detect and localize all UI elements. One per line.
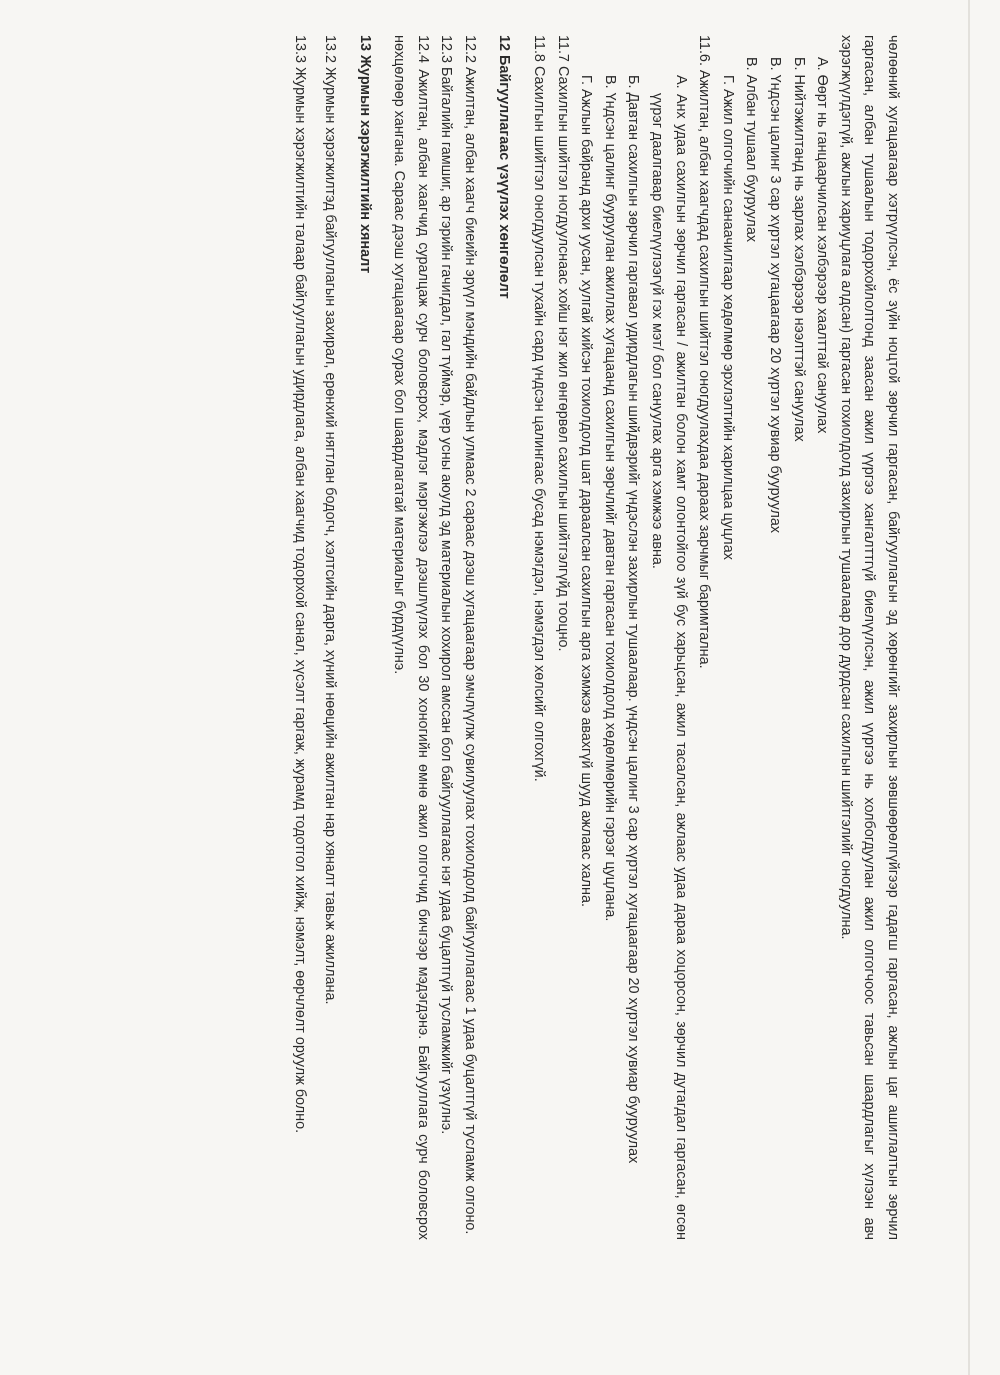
section-11-6: 11.6. Ажилтан, албан хаагчдад сахилгын шийтгэл оногдуулахдаа дараах зарчмыг баримтална. — [696, 35, 713, 669]
principle-item-g: Г. Ажлын байранд архи уусан, хулгай хийсэн тохиолдолд шат дараалсан сахилгын арга хэмжээ авахгүй шууд ажлаас хална. — [578, 75, 595, 907]
penalty-item-b: Б. Нийтэжилтанд нь зарлах хэлбэрээр нээлттэй сануулах — [790, 57, 807, 442]
penalty-item-g: Г. Ажил олгогчийн санаачилгаар хөдөлмөр эрхлэлтийн харилцаа цуцлах — [719, 75, 736, 560]
principle-item-v: В. Үндсэн цалинг бууруулан ажиллах хугацаанд сахилгын зөрчлийг давтан гаргасан тохиолдолд хөдөлмөрийн гэрээг цуцлана. — [601, 75, 618, 922]
section-12-3: 12.3 Байгалийн гамшиг, ар гэрийн гачигдал, гал түймэр, үер усны аюулд эд материалын хохирол амссан бол байгууллагаас нэг удаа буцалтгүй тусламжийг үзүүлнэ. — [438, 35, 455, 1135]
document-body — [288, 35, 904, 1240]
penalty-item-v: В. Үндсэн цалинг 3 сар хүртэл хугацаагаар 20 хүртэл хувиар бууруулах — [767, 57, 784, 534]
intro-paragraph: чөлөөний хугацаагаар хэтрүүлсэн, ёс зүйн ноцтой зөрчил гаргасан, байгууллагын эд хөрөнгийг захирлын зөвшөөрөлгүйгээр гадагш гаргасан, ажлын цаг ашиглалтын зөрчил гаргасан, албан тушаалын тодорхойлолтонд заасан ажил үүргээ хангалттгүй биелүүлсэн, ажил үүргээ нь холбогдуулан ажил олгогчоос тавьсан шаардлагыг хүлээн авч хэрэгжүүлдэггүй, ажлын хариуцлага алдсан) гаргасан тохиолдолд захирлын тушаалаар дор дурдсан сахилгын шийтгэлийг оногдуулна. — [837, 35, 901, 1240]
penalty-item-a: А. Өөрт нь ганцаарчилсан хэлбэрээр хаалттай сануулах — [814, 57, 831, 434]
principle-list — [574, 35, 692, 1240]
section-13-heading: 13 Журмын хэрэгжилтийн хяналт — [356, 35, 373, 274]
section-12-4: 12.4 Ажилтан, албан хаагчид суралцаж сурч боловсрох, мэдлэг мэргэжлээ дээшлүүлэх бол 30 хоногийн өмнө ажил олгогчид бичгээр мэдэгдэнэ. Байгууллага сурч боловсрох нөхцөлөөр хангана. Сараас дээш хугацаагаар сурах бол шаардлагатай материалыг бүрдүүлнэ. — [391, 35, 431, 1240]
penalty-list — [715, 35, 833, 1240]
section-11-7: 11.7 Сахилгын шийтгэл ногдуулснаас хойш нэг жил өнгөрвөл сахилгын шийтгэлгүйд тооцно. — [554, 35, 571, 652]
section-13-3: 13.3 Журмын хэрэгжилтийн талаар байгууллагын удирдлага, албан хаагчид тодорхой санал, хүсэлт гаргаж, журамд тодотгол хийж, нэмэлт, өөрчлөлт оруулж болно. — [292, 35, 309, 1134]
section-13-2: 13.2 Журмын хэрэгжилтэд байгууллагын захирал, ерөнхий нягтлан бодогч, хэлтсийн дарга, хүний нөөцийн ажилтан нар хяналт тавьж ажиллана. — [321, 35, 338, 1005]
principle-item-a: А. Анх удаа сахилгын зөрчил гаргасан / ажилтан болон хамт олонтойгоо зүй бус харьцсан, ажил тасалсан, ажлаас удаа дараа хоцорсон, зөрчил дутагдал гаргасан, өгсөн үүрэг даалгавар биелүүлээгүй гэх мэт/ бол сануулах арга хэмжээ авна. — [649, 75, 689, 1240]
penalty-item-v2: В. Албан тушаал бууруулах — [743, 57, 760, 243]
section-12-heading: 12 Байгууллагаас үзүүлэх хөнгөлөлт — [496, 35, 513, 299]
section-12-2: 12.2 Ажилтан, албан хаагч биеийн эрүүл мэндийн байдлын улмаас 2 сараас дээш хугацаагаар эмчлүүлж сувилуулах тохиолдолд байгууллагаас 1 удаа буцалтгүй тусламж олгоно. — [461, 35, 478, 1235]
section-11-8: 11.8 Сахилгын шийтгэл оногдуулсан тухайн сард үндсэн цалингаас бусад нэмэгдэл, нэмэгдэл хөлсийг олгохгүй. — [531, 35, 548, 782]
principle-item-b: Б. Давтан сахилгын зөрчил гаргавал удирдлагын шийдвэрийг үндэслэн захирлын тушаалаар. үндсэн цалинг 3 сар хүртэл хугацаагаар 20 хүртэл хувиар бууруулах — [625, 75, 642, 1164]
